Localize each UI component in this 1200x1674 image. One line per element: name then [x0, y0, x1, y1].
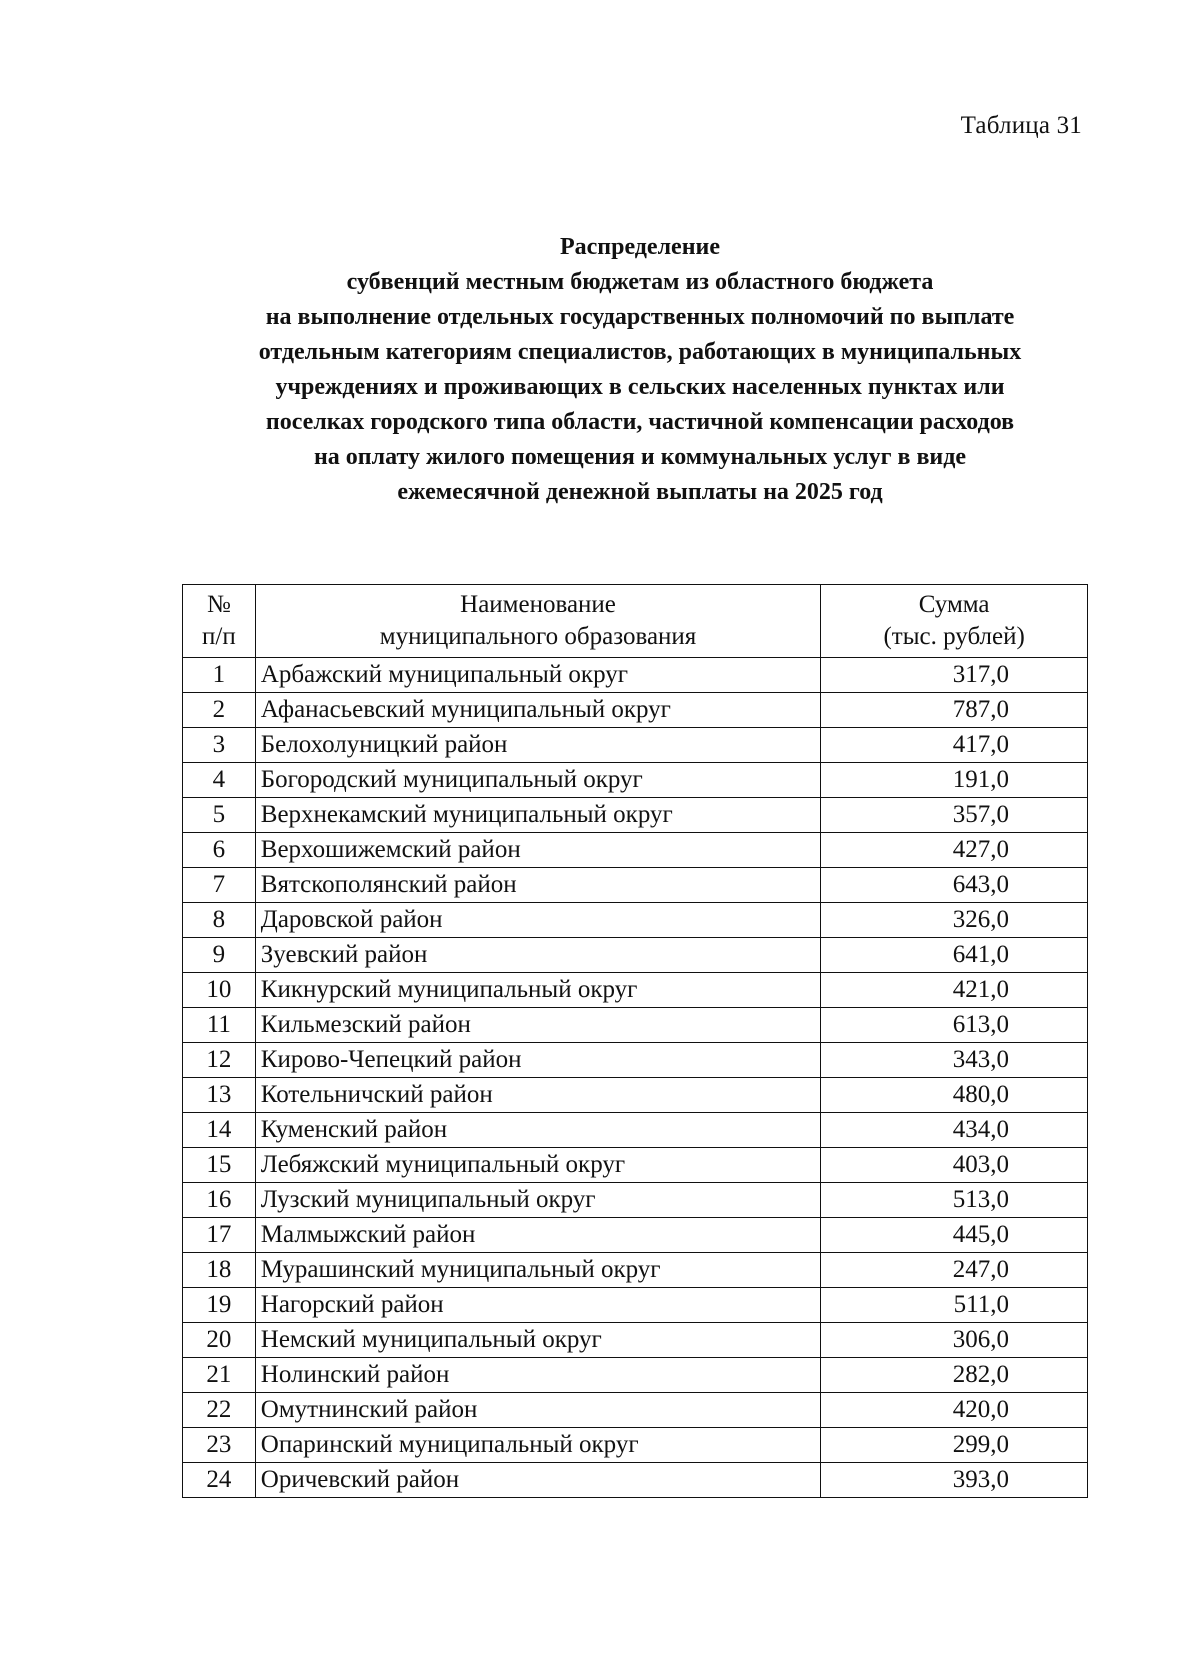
- municipality-name: Верхнекамский муниципальный округ: [255, 798, 821, 833]
- table-row: [183, 658, 1088, 693]
- municipality-name: Афанасьевский муниципальный округ: [255, 693, 821, 728]
- subvention-amount: 613,0: [821, 1008, 1088, 1043]
- subvention-amount: 343,0: [821, 1043, 1088, 1078]
- row-number: 8: [183, 903, 256, 938]
- table-row: [183, 1113, 1088, 1148]
- header-sum-line: Сумма: [918, 591, 990, 618]
- municipality-name: Куменский район: [255, 1113, 821, 1148]
- subvention-amount: 247,0: [821, 1253, 1088, 1288]
- row-number: 13: [183, 1078, 256, 1113]
- title-line: Распределение: [559, 234, 721, 260]
- subvention-amount: 326,0: [821, 903, 1088, 938]
- table-row: [183, 1148, 1088, 1183]
- subvention-table: [182, 584, 1088, 1498]
- row-number: 1: [183, 658, 256, 693]
- table-row: [183, 868, 1088, 903]
- municipality-name: Мурашинский муниципальный округ: [255, 1253, 821, 1288]
- table-row: [183, 938, 1088, 973]
- subvention-amount: 393,0: [821, 1463, 1088, 1498]
- table-row: [183, 1428, 1088, 1463]
- header-sum: [821, 585, 1088, 658]
- municipality-name: Богородский муниципальный округ: [255, 763, 821, 798]
- table-row: [183, 833, 1088, 868]
- municipality-name: Нагорский район: [255, 1288, 821, 1323]
- row-number: 18: [183, 1253, 256, 1288]
- subvention-amount: 445,0: [821, 1218, 1088, 1253]
- row-number: 3: [183, 728, 256, 763]
- title-line: отдельным категориям специалистов, работающих в муниципальных: [258, 339, 1022, 365]
- subvention-amount: 299,0: [821, 1428, 1088, 1463]
- municipality-name: Малмыжский район: [255, 1218, 821, 1253]
- table-row: [183, 1323, 1088, 1358]
- row-number: 23: [183, 1428, 256, 1463]
- row-number: 5: [183, 798, 256, 833]
- municipality-name: Котельничский район: [255, 1078, 821, 1113]
- subvention-amount: 641,0: [821, 938, 1088, 973]
- municipality-name: Лебяжский муниципальный округ: [255, 1148, 821, 1183]
- header-sum-line: (тыс. рублей): [883, 623, 1025, 650]
- table-row: [183, 1043, 1088, 1078]
- table-row: [183, 1183, 1088, 1218]
- table-row: [183, 1253, 1088, 1288]
- table-row: [183, 1288, 1088, 1323]
- subvention-amount: 427,0: [821, 833, 1088, 868]
- row-number: 7: [183, 868, 256, 903]
- table-row: [183, 1008, 1088, 1043]
- row-number: 19: [183, 1288, 256, 1323]
- row-number: 24: [183, 1463, 256, 1498]
- subvention-amount: 480,0: [821, 1078, 1088, 1113]
- table-row: [183, 728, 1088, 763]
- table-row: [183, 1393, 1088, 1428]
- municipality-name: Вятскополянский район: [255, 868, 821, 903]
- header-num: [183, 585, 256, 658]
- row-number: 17: [183, 1218, 256, 1253]
- table-number: Таблица 31: [960, 112, 1082, 139]
- table-row: [183, 763, 1088, 798]
- municipality-name: Кильмезский район: [255, 1008, 821, 1043]
- municipality-name: Оричевский район: [255, 1463, 821, 1498]
- header-name: [255, 585, 821, 658]
- municipality-name: Лузский муниципальный округ: [255, 1183, 821, 1218]
- subvention-amount: 421,0: [821, 973, 1088, 1008]
- title-line: на оплату жилого помещения и коммунальных услуг в виде: [313, 444, 967, 470]
- table-row: [183, 903, 1088, 938]
- subvention-amount: 511,0: [821, 1288, 1088, 1323]
- municipality-name: Зуевский район: [255, 938, 821, 973]
- row-number: 10: [183, 973, 256, 1008]
- municipality-name: Омутнинский район: [255, 1393, 821, 1428]
- subvention-amount: 434,0: [821, 1113, 1088, 1148]
- subvention-amount: 357,0: [821, 798, 1088, 833]
- municipality-name: Кирово-Чепецкий район: [255, 1043, 821, 1078]
- table-row: [183, 1463, 1088, 1498]
- document-title: [190, 230, 1090, 510]
- row-number: 21: [183, 1358, 256, 1393]
- subvention-amount: 420,0: [821, 1393, 1088, 1428]
- municipality-name: Белохолуницкий район: [255, 728, 821, 763]
- subvention-amount: 306,0: [821, 1323, 1088, 1358]
- table-header-row: [183, 585, 1088, 658]
- municipality-name: Даровской район: [255, 903, 821, 938]
- row-number: 15: [183, 1148, 256, 1183]
- header-num-line: п/п: [202, 623, 236, 650]
- table-row: [183, 693, 1088, 728]
- row-number: 11: [183, 1008, 256, 1043]
- row-number: 2: [183, 693, 256, 728]
- subvention-amount: 513,0: [821, 1183, 1088, 1218]
- header-name-line: Наименование: [460, 591, 616, 618]
- subvention-amount: 282,0: [821, 1358, 1088, 1393]
- municipality-name: Верхошижемский район: [255, 833, 821, 868]
- municipality-name: Кикнурский муниципальный округ: [255, 973, 821, 1008]
- table-row: [183, 798, 1088, 833]
- subvention-amount: 317,0: [821, 658, 1088, 693]
- municipality-name: Опаринский муниципальный округ: [255, 1428, 821, 1463]
- subvention-amount: 417,0: [821, 728, 1088, 763]
- municipality-name: Нолинский район: [255, 1358, 821, 1393]
- municipality-name: Арбажский муниципальный округ: [255, 658, 821, 693]
- title-line: поселках городского типа области, частичной компенсации расходов: [265, 409, 1015, 435]
- header-name-line: муниципального образования: [379, 623, 697, 650]
- table-row: [183, 1358, 1088, 1393]
- title-line: ежемесячной денежной выплаты на 2025 год: [397, 479, 883, 505]
- title-line: субвенций местным бюджетам из областного бюджета: [346, 269, 934, 295]
- subvention-amount: 643,0: [821, 868, 1088, 903]
- subvention-amount: 787,0: [821, 693, 1088, 728]
- title-line: учреждениях и проживающих в сельских населенных пунктах или: [275, 374, 1005, 400]
- row-number: 6: [183, 833, 256, 868]
- row-number: 16: [183, 1183, 256, 1218]
- table-body: [183, 658, 1088, 1498]
- row-number: 12: [183, 1043, 256, 1078]
- subvention-amount: 191,0: [821, 763, 1088, 798]
- row-number: 20: [183, 1323, 256, 1358]
- row-number: 14: [183, 1113, 256, 1148]
- table-row: [183, 1078, 1088, 1113]
- row-number: 22: [183, 1393, 256, 1428]
- row-number: 9: [183, 938, 256, 973]
- row-number: 4: [183, 763, 256, 798]
- header-num-line: №: [206, 591, 231, 618]
- table-row: [183, 973, 1088, 1008]
- municipality-name: Немский муниципальный округ: [255, 1323, 821, 1358]
- subvention-amount: 403,0: [821, 1148, 1088, 1183]
- table-row: [183, 1218, 1088, 1253]
- title-line: на выполнение отдельных государственных полномочий по выплате: [265, 304, 1015, 330]
